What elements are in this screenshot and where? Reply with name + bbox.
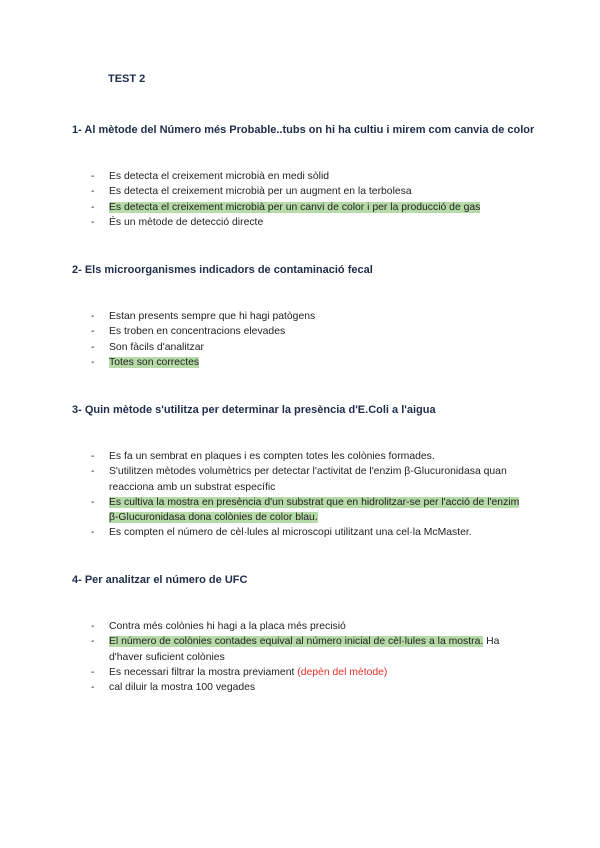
question-1-option-3 [91,200,521,215]
bullet-dash: - [91,466,95,478]
bullet-dash: - [91,326,95,338]
bullet-dash: - [91,527,95,539]
document-title: TEST 2 [108,73,146,85]
bullet-dash: - [91,451,95,462]
highlighted-answer: Es detecta el creixement microbià per un canvi de color i per la producció de gas [109,201,481,213]
question-3-option-4: - Es compten el número de cèl·lules al microscopi utilitzant una cel·la McMaster. [91,525,521,540]
question-1-option-2: - Es detecta el creixement microbià per un augment en la terbolesa [91,184,521,199]
question-3-option-2: - S'utilitzen mètodes volumètrics per detectar l'activitat de l'enzim β-Glucuronidasa quan reacciona amb un substrat específic [91,466,507,493]
question-3-option-3 [91,495,521,526]
bullet-dash: - [91,636,95,648]
bullet-dash: - [91,341,95,353]
bullet-dash: - [91,311,95,322]
bullet-dash: - [91,171,95,182]
question-4-heading: 4- Per analitzar el número de UFC [72,574,248,586]
question-2-option-4 [91,355,521,370]
question-2-options [91,309,521,370]
bullet-dash: - [91,186,95,198]
question-4-option-1: - Contra més colònies hi hagi a la placa més precisió [91,619,521,634]
red-note: (depèn del mètode) [297,666,388,678]
bullet-dash: - [91,682,95,694]
question-4-option-4: - cal diluir la mostra 100 vegades [91,680,521,695]
question-1-option-4: - És un mètode de detecció directe [91,215,521,230]
highlighted-answer: Es cultiva la mostra en presència d'un substrat que en hidrolitzar-se per l'acció de l'enzim β-Glucuronidasa dona colònies de color blau. [109,496,520,524]
question-1-options [91,169,521,230]
bullet-dash: - [91,666,95,678]
question-4-options [91,619,521,695]
highlighted-answer: El número de colònies contades equival al número inicial de cèl·lules a la mostra. [109,636,484,648]
highlighted-answer: Totes son correctes [109,356,200,368]
bullet-dash: - [91,356,95,368]
question-2-option-3: - Son fàcils d'analitzar [91,340,521,355]
bullet-dash: - [91,621,95,632]
question-2-option-2: - Es troben en concentracions elevades [91,324,521,339]
option-continuation: Ha d'haver suficient colònies [109,636,500,663]
question-1-option-1: - Es detecta el creixement microbià en medi sòlid [91,169,521,184]
bullet-dash: - [91,496,95,508]
bullet-dash: - [91,216,95,228]
question-1-heading: 1- Al mètode del Número més Probable..tubs on hi ha cultiu i mirem com canvia de color [72,124,535,136]
question-2-option-1: - Estan presents sempre que hi hagi patògens [91,309,521,324]
question-4-option-3: - Es necessari filtrar la mostra previament (depèn del mètode) [91,665,521,680]
question-3-heading: 3- Quin mètode s'utilitza per determinar la presència d'E.Coli a l'aigua [72,404,436,416]
question-3-options [91,449,521,541]
bullet-dash: - [91,201,95,213]
question-3-option-1: - Es fa un sembrat en plaques i es compten totes les colònies formades. [91,449,521,464]
question-2-heading: 2- Els microorganismes indicadors de contaminació fecal [72,264,373,276]
question-4-option-2 [91,634,521,665]
